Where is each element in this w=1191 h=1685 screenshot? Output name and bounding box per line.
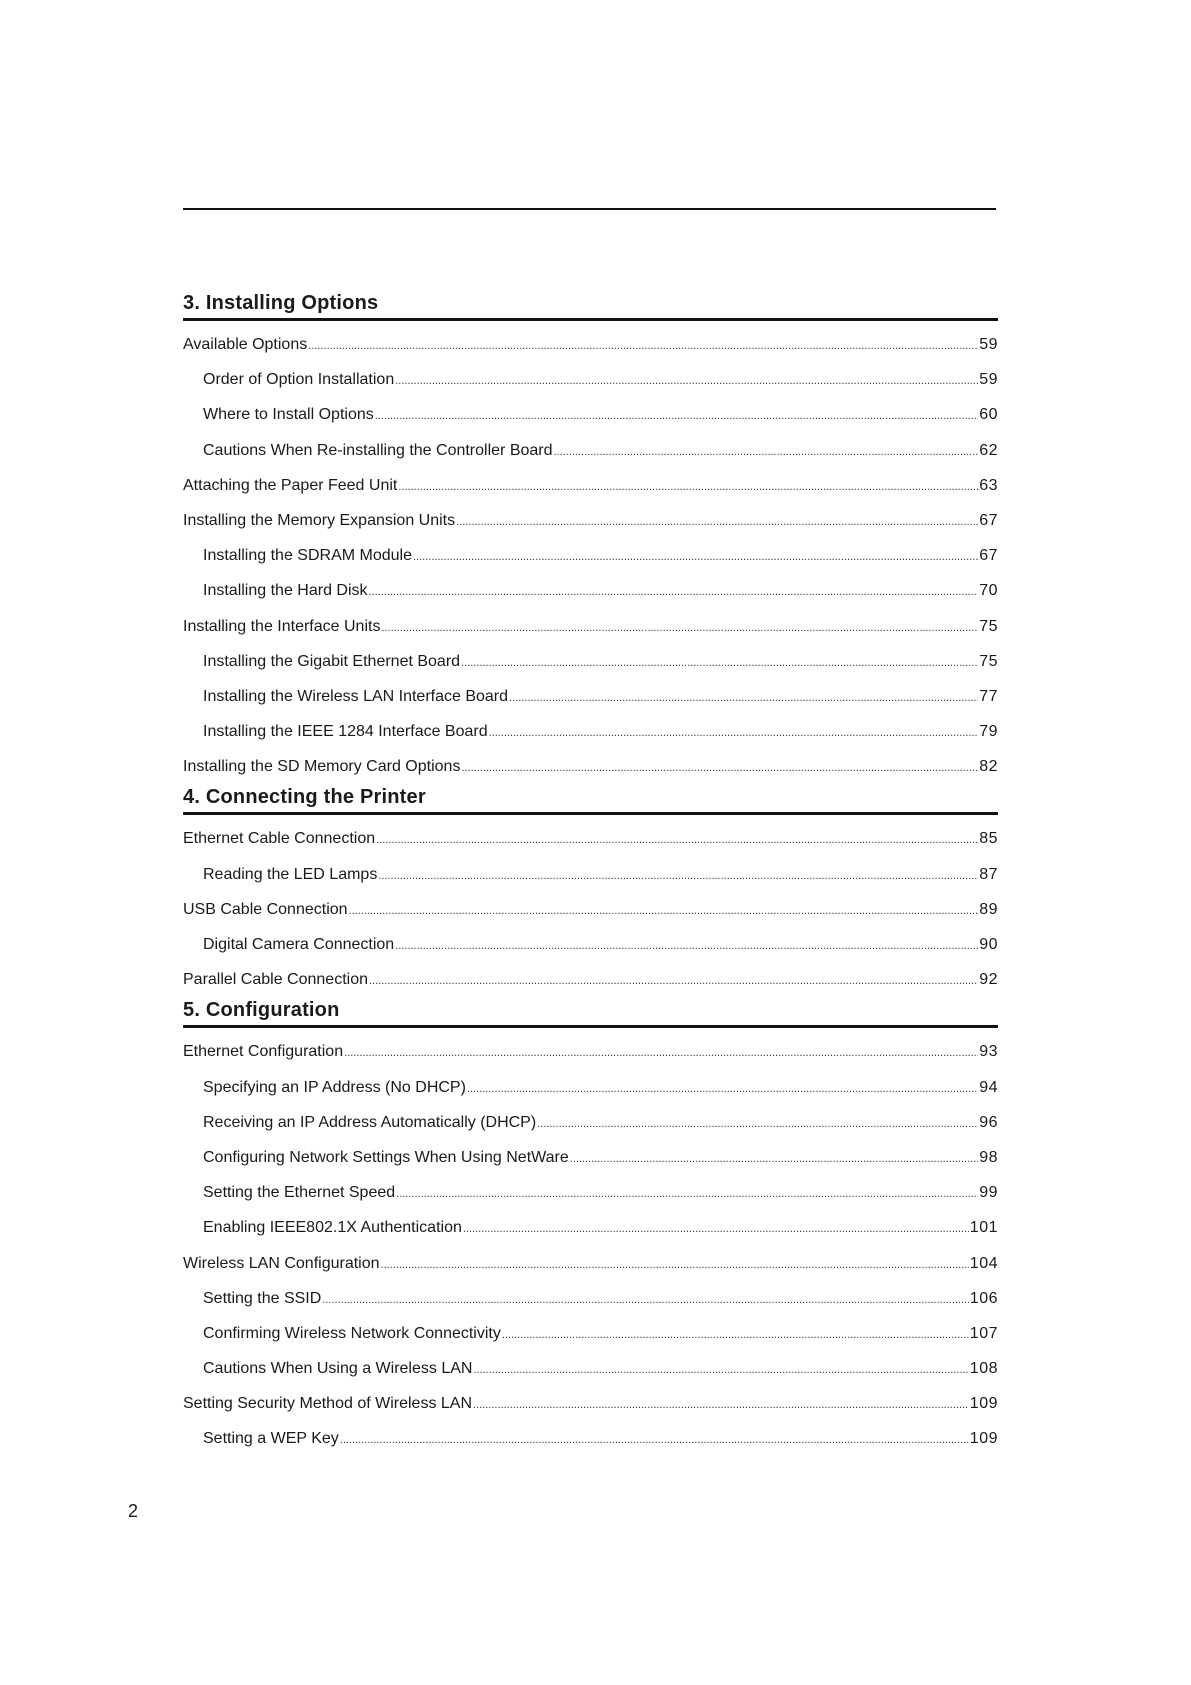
toc-section xyxy=(183,784,998,997)
toc-entry-title: Order of Option Installation xyxy=(203,371,395,389)
page-number: 2 xyxy=(128,1501,139,1521)
toc-entry[interactable] xyxy=(183,433,998,468)
dot-leader xyxy=(489,714,979,749)
toc-entry-page: 104 xyxy=(969,1254,998,1272)
toc-entry-page: 109 xyxy=(969,1430,998,1448)
toc-entry-title: Installing the Interface Units xyxy=(183,617,381,635)
toc-entry-page: 90 xyxy=(979,936,998,953)
toc-entry-title: Parallel Cable Connection xyxy=(183,971,368,989)
toc-entry[interactable] xyxy=(183,538,998,573)
toc-entry-page: 79 xyxy=(979,723,998,741)
toc-entry[interactable] xyxy=(183,1351,998,1386)
toc-entry-page: 75 xyxy=(979,652,998,670)
dot-leader xyxy=(395,927,978,962)
dot-leader xyxy=(396,1175,978,1210)
toc-entry-title: Specifying an IP Address (No DHCP) xyxy=(203,1078,466,1096)
toc-entry-title: Ethernet Cable Connection xyxy=(183,830,376,848)
toc-entry-title: Setting Security Method of Wireless LAN xyxy=(183,1395,473,1413)
toc-entry-title: Digital Camera Connection xyxy=(203,936,395,953)
toc-entry-title: Installing the SDRAM Module xyxy=(203,547,412,565)
toc-entry[interactable] xyxy=(183,714,998,749)
toc-entry-title: Configuring Network Settings When Using NetWare xyxy=(203,1148,569,1166)
dot-leader xyxy=(473,1386,969,1421)
toc-entry-title: Installing the Wireless LAN Interface Board xyxy=(203,687,509,705)
toc-entry-title: Setting the Ethernet Speed xyxy=(203,1184,396,1202)
dot-leader xyxy=(456,503,978,538)
toc-entry-page: 107 xyxy=(969,1324,998,1342)
toc-entry-title: Installing the SD Memory Card Options xyxy=(183,758,461,776)
dot-leader xyxy=(369,573,979,608)
dot-leader xyxy=(322,1281,969,1316)
dot-leader xyxy=(381,609,978,644)
toc-entry-title: Setting a WEP Key xyxy=(203,1430,339,1448)
toc-entry-page: 87 xyxy=(979,865,998,883)
toc-entry-page: 70 xyxy=(979,582,998,600)
dot-leader xyxy=(308,327,978,362)
toc-entry[interactable] xyxy=(183,1246,998,1281)
toc-entry[interactable] xyxy=(183,1140,998,1175)
toc-entry[interactable] xyxy=(183,962,998,997)
dot-leader xyxy=(413,538,978,573)
toc-entry-title: Installing the Gigabit Ethernet Board xyxy=(203,652,461,670)
table-of-contents xyxy=(183,290,998,1457)
toc-entry-page: 62 xyxy=(979,441,998,459)
toc-entry[interactable] xyxy=(183,749,998,784)
toc-entry-page: 67 xyxy=(979,511,998,529)
toc-entry-page: 94 xyxy=(979,1078,998,1096)
toc-entry[interactable] xyxy=(183,503,998,538)
toc-entry-title: Installing the IEEE 1284 Interface Board xyxy=(203,723,488,741)
toc-entry-title: Installing the Hard Disk xyxy=(203,582,368,600)
toc-entry-title: Enabling IEEE802.1X Authentication xyxy=(203,1219,462,1237)
toc-entry-title: Where to Install Options xyxy=(203,406,374,424)
section-heading: 3. Installing Options xyxy=(183,290,998,321)
dot-leader xyxy=(378,857,978,892)
header-rule xyxy=(183,208,996,210)
toc-entry-page: 93 xyxy=(979,1043,998,1061)
toc-entry[interactable] xyxy=(183,1210,998,1245)
dot-leader xyxy=(395,362,978,397)
toc-entry-title: USB Cable Connection xyxy=(183,900,348,918)
toc-entry-page: 82 xyxy=(979,758,998,776)
toc-entry-title: Receiving an IP Address Automatically (DHCP) xyxy=(203,1113,537,1131)
toc-entry-page: 59 xyxy=(979,371,998,389)
toc-entry-page: 77 xyxy=(979,687,998,705)
dot-leader xyxy=(381,1246,969,1281)
toc-entry-page: 67 xyxy=(979,547,998,565)
toc-entry-title: Cautions When Using a Wireless LAN xyxy=(203,1360,473,1378)
toc-entry-page: 106 xyxy=(969,1289,998,1307)
toc-entry[interactable] xyxy=(183,679,998,714)
dot-leader xyxy=(375,397,978,432)
toc-entry[interactable] xyxy=(183,1281,998,1316)
toc-entry[interactable] xyxy=(183,573,998,608)
dot-leader xyxy=(463,1210,969,1245)
section-heading: 4. Connecting the Printer xyxy=(183,784,998,815)
toc-entry[interactable] xyxy=(183,1386,998,1421)
toc-entry-page: 108 xyxy=(969,1360,998,1378)
toc-entry[interactable] xyxy=(183,821,998,856)
toc-entry[interactable] xyxy=(183,644,998,679)
section-heading: 5. Configuration xyxy=(183,997,998,1028)
toc-entry-page: 101 xyxy=(969,1219,998,1237)
toc-entry[interactable] xyxy=(183,1316,998,1351)
toc-entry[interactable] xyxy=(183,468,998,503)
dot-leader xyxy=(340,1421,969,1456)
toc-entry-page: 99 xyxy=(979,1184,998,1202)
toc-entry[interactable] xyxy=(183,892,998,927)
toc-entry[interactable] xyxy=(183,397,998,432)
toc-entry-title: Cautions When Re-installing the Controller Board xyxy=(203,441,553,459)
dot-leader xyxy=(554,433,979,468)
toc-section xyxy=(183,997,998,1456)
toc-entry-page: 98 xyxy=(979,1148,998,1166)
toc-entry-title: Confirming Wireless Network Connectivity xyxy=(203,1324,501,1342)
toc-entry-page: 89 xyxy=(979,900,998,918)
toc-entry-title: Wireless LAN Configuration xyxy=(183,1254,380,1272)
toc-entry[interactable] xyxy=(183,1421,998,1456)
dot-leader xyxy=(473,1351,968,1386)
toc-entry-title: Available Options xyxy=(183,336,308,353)
toc-entry-title: Setting the SSID xyxy=(203,1289,322,1307)
toc-section xyxy=(183,290,998,784)
toc-entry-page: 59 xyxy=(979,336,998,353)
dot-leader xyxy=(376,821,978,856)
dot-leader xyxy=(570,1140,978,1175)
toc-entry-page: 75 xyxy=(979,617,998,635)
dot-leader xyxy=(509,679,978,714)
toc-entry-title: Attaching the Paper Feed Unit xyxy=(183,476,398,494)
toc-entry[interactable] xyxy=(183,927,998,962)
toc-entry[interactable] xyxy=(183,1175,998,1210)
toc-entry-page: 60 xyxy=(979,406,998,424)
toc-entry-page: 92 xyxy=(979,971,998,989)
toc-entry[interactable] xyxy=(183,362,998,397)
dot-leader xyxy=(369,962,978,997)
toc-entry[interactable] xyxy=(183,1105,998,1140)
dot-leader xyxy=(467,1070,978,1105)
toc-entry-page: 63 xyxy=(979,476,998,494)
toc-entry[interactable] xyxy=(183,1034,998,1069)
toc-entry[interactable] xyxy=(183,609,998,644)
dot-leader xyxy=(461,644,978,679)
toc-entry[interactable] xyxy=(183,857,998,892)
toc-entry-page: 96 xyxy=(979,1113,998,1131)
dot-leader xyxy=(461,749,978,784)
dot-leader xyxy=(398,468,978,503)
toc-entry-title: Ethernet Configuration xyxy=(183,1043,344,1061)
toc-entry-title: Reading the LED Lamps xyxy=(203,865,378,883)
dot-leader xyxy=(502,1316,969,1351)
toc-entry-title: Installing the Memory Expansion Units xyxy=(183,511,456,529)
toc-entry[interactable] xyxy=(183,1070,998,1105)
toc-entry-page: 109 xyxy=(969,1395,998,1413)
dot-leader xyxy=(349,892,979,927)
dot-leader xyxy=(344,1034,978,1069)
toc-entry[interactable] xyxy=(183,327,998,362)
toc-entry-page: 85 xyxy=(979,830,998,848)
dot-leader xyxy=(537,1105,978,1140)
